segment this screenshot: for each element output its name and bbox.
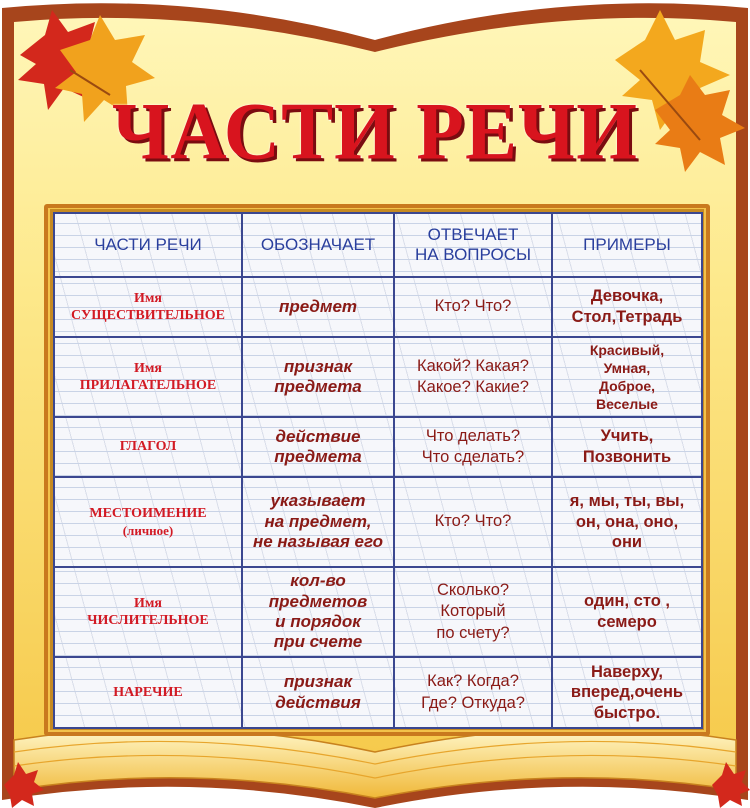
questions-cell [394,567,552,657]
cell-line: семеро [597,613,657,631]
questions-cell [394,337,552,417]
cell-line: ПРИЛАГАТЕЛЬНОЕ [79,378,217,393]
cell-line: ГЛАГОЛ [119,439,177,455]
cell-line: на предмет, [264,511,372,531]
cell-line: действия [275,692,361,712]
cell-line: ЧАСТИ РЕЧИ [94,234,202,254]
meaning-cell [242,477,394,567]
table-row [54,567,702,657]
part-of-speech-cell [54,337,242,417]
part-of-speech-cell [54,567,242,657]
cell-line: Наверху, [591,662,663,681]
cell-line: Доброе, [598,378,656,394]
cell-line: Где? Откуда? [421,693,525,712]
table-row [54,337,702,417]
parts-of-speech-table [53,212,701,727]
header-cell [242,213,394,277]
questions-cell [394,277,552,337]
questions-cell [394,657,552,728]
cell-line: ОБОЗНАЧАЕТ [260,234,376,254]
cell-line: Какое? Какие? [417,378,529,396]
cell-line: при счете [273,632,363,652]
examples-cell [552,657,702,728]
cell-line: действие [275,426,361,446]
cell-line: Что сделать? [421,448,525,466]
cell-line: указывает [270,491,366,511]
cell-line: Имя [134,595,162,611]
cell-line: СУЩЕСТВИТЕЛЬНОЕ [71,308,225,323]
examples-cell [552,417,702,477]
cell-line: Который [440,602,506,621]
meaning-cell [242,657,394,728]
cell-line: Умная, [603,359,651,376]
cell-line: и порядок [275,612,361,631]
page-title: ЧАСТИ РЕЧИ [112,84,638,177]
cell-line: Позвонить [582,448,672,466]
cell-line: не называя его [252,532,384,552]
table-row [54,417,702,477]
cell-line: Учить, [600,427,654,446]
examples-cell [552,277,702,337]
cell-line: признак [283,356,353,376]
cell-line: Что делать? [425,426,521,445]
cell-line: Какой? Какая? [416,356,529,375]
cell-line: предмета [274,447,362,466]
cell-line: вперед,очень [570,683,684,702]
cell-line: ОТВЕЧАЕТ [427,224,519,244]
cell-line: ПРИМЕРЫ [583,234,671,254]
cell-line: быстро. [593,703,661,722]
header-cell [394,213,552,277]
questions-cell [394,417,552,477]
cell-line: Стол,Тетрадь [571,308,683,326]
cell-line: я, мы, ты, вы, [569,492,685,511]
table-row [54,277,702,337]
cell-line: признак [283,672,353,692]
meaning-cell [242,567,394,657]
part-of-speech-cell [54,477,242,567]
cell-line: Как? Когда? [427,672,519,691]
table-row [54,657,702,728]
questions-cell [394,477,552,567]
cell-line: один, сто , [584,592,670,611]
cell-line: Красивый, [589,341,665,358]
cell-line: предметов [268,591,368,611]
cell-line: он, она, оно, [575,512,679,531]
cell-line: Имя [134,290,162,306]
cell-line: они [611,533,643,552]
header-cell [54,213,242,277]
cell-line: (личное) [122,522,174,538]
examples-cell [552,477,702,567]
cell-line: Веселые [596,396,658,413]
examples-cell [552,567,702,657]
cell-line: предмет [278,296,358,316]
cell-line: Девочка, [590,287,664,306]
meaning-cell [242,277,394,337]
table-row [54,477,702,567]
part-of-speech-cell [54,277,242,337]
meaning-cell [242,417,394,477]
cell-line: Сколько? [436,580,510,599]
header-cell [552,213,702,277]
cell-line: Имя [134,360,162,376]
examples-cell [552,337,702,417]
cell-line: Кто? Что? [434,512,512,531]
cell-line: НА ВОПРОСЫ [414,245,532,264]
cell-line: по счету? [436,623,510,642]
header-row [54,213,702,277]
cell-line: НАРЕЧИЕ [113,684,183,700]
cell-line: Кто? Что? [434,297,512,316]
meaning-cell [242,337,394,417]
cell-line: МЕСТОИМЕНИЕ [89,506,207,522]
cell-line: кол-во [290,571,346,591]
cell-line: предмета [274,377,362,396]
cell-line: ЧИСЛИТЕЛЬНОЕ [87,613,209,628]
part-of-speech-cell [54,657,242,728]
part-of-speech-cell [54,417,242,477]
